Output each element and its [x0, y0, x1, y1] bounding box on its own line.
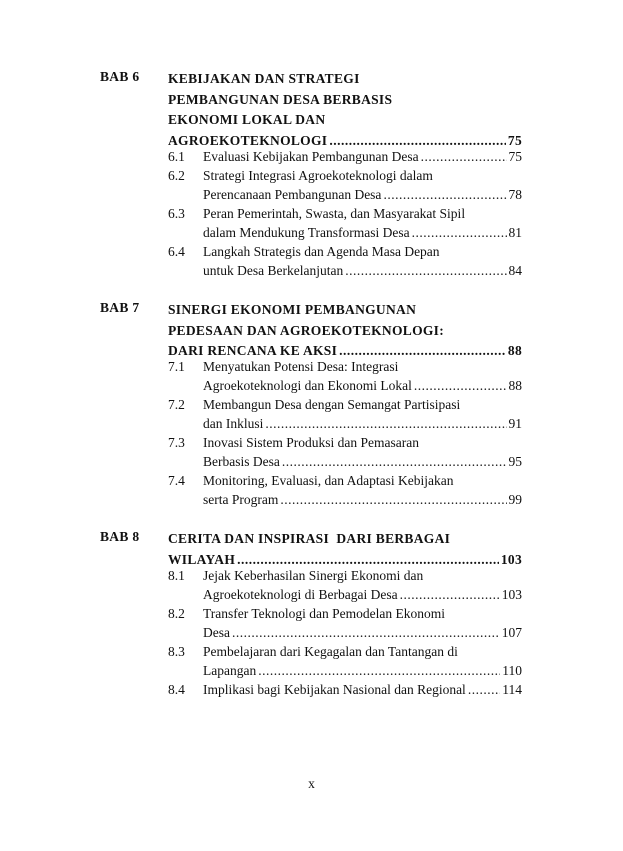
section-number: 6.1	[168, 149, 185, 164]
dot-leader	[400, 585, 500, 604]
section-title: Jejak Keberhasilan Sinergi Ekonomi dan	[203, 568, 424, 583]
section-list	[168, 147, 522, 280]
section-page-number: 103	[501, 587, 522, 602]
section-page-number: 99	[508, 492, 522, 507]
section-title: Lapangan	[203, 663, 257, 678]
toc-entry	[168, 357, 522, 395]
dot-leader	[412, 223, 507, 242]
chapter-title-line: PEMBANGUNAN DESA BERBASIS	[168, 91, 393, 107]
section-title: Transfer Teknologi dan Pemodelan Ekonomi	[203, 606, 446, 621]
section-number: 7.4	[168, 473, 185, 488]
chapter-7	[100, 300, 522, 510]
section-list	[168, 357, 522, 509]
toc-entry	[168, 147, 522, 166]
section-title: Monitoring, Evaluasi, dan Adaptasi Kebijakan	[203, 473, 454, 488]
section-title: dalam Mendukung Transformasi Desa	[203, 225, 410, 240]
section-page-number: 91	[508, 416, 522, 431]
chapter-label: BAB 7	[100, 300, 140, 315]
section-page-number: 75	[508, 149, 522, 164]
section-title: Membangun Desa dengan Semangat Partisipasi	[203, 397, 461, 412]
toc-entry	[168, 680, 522, 699]
dot-leader	[421, 147, 507, 166]
section-title: Implikasi bagi Kebijakan Nasional dan Regional	[203, 682, 466, 697]
chapter-page-number: 103	[500, 551, 522, 567]
toc-entry	[168, 166, 522, 204]
toc-entry	[168, 566, 522, 604]
section-number: 7.1	[168, 359, 185, 374]
chapter-6	[100, 69, 522, 279]
toc-entry	[168, 604, 522, 642]
section-number: 6.3	[168, 206, 185, 221]
section-title: Langkah Strategis dan Agenda Masa Depan	[203, 244, 440, 259]
chapter-label: BAB 8	[100, 529, 140, 544]
chapter-page-number: 75	[507, 132, 522, 148]
section-title: dan Inklusi	[203, 416, 264, 431]
section-title: Agroekoteknologi di Berbagai Desa	[203, 587, 398, 602]
section-title: Berbasis Desa	[203, 454, 280, 469]
dot-leader	[383, 185, 506, 204]
chapter-title	[168, 69, 522, 151]
section-title: Strategi Integrasi Agroekoteknologi dalam	[203, 168, 433, 183]
section-page-number: 88	[508, 378, 522, 393]
chapter-8	[100, 529, 522, 709]
section-page-number: 95	[508, 454, 522, 469]
dot-leader	[414, 376, 507, 395]
page-number: x	[308, 776, 315, 791]
section-title: serta Program	[203, 492, 279, 507]
section-number: 6.4	[168, 244, 185, 259]
dot-leader	[232, 623, 500, 642]
chapter-title-line: AGROEKOTEKNOLOGI	[168, 132, 328, 148]
toc-entry	[168, 433, 522, 471]
chapter-title	[168, 300, 522, 362]
section-title: untuk Desa Berkelanjutan	[203, 263, 344, 278]
section-page-number: 107	[501, 625, 522, 640]
section-number: 8.1	[168, 568, 185, 583]
toc-entry	[168, 471, 522, 509]
section-page-number: 84	[508, 263, 522, 278]
section-title: Peran Pemerintah, Swasta, dan Masyarakat Sipil	[203, 206, 466, 221]
section-page-number: 78	[508, 187, 522, 202]
section-number: 8.4	[168, 682, 185, 697]
section-title: Pembelajaran dari Kegagalan dan Tantangan di	[203, 644, 458, 659]
section-title: Inovasi Sistem Produksi dan Pemasaran	[203, 435, 419, 450]
section-number: 8.2	[168, 606, 185, 621]
chapter-title-line: SINERGI EKONOMI PEMBANGUNAN	[168, 302, 417, 317]
section-title: Desa	[203, 625, 230, 640]
chapter-title-line: EKONOMI LOKAL DAN	[168, 112, 326, 127]
section-title: Evaluasi Kebijakan Pembangunan Desa	[203, 149, 419, 164]
dot-leader	[345, 261, 506, 280]
section-list	[168, 566, 522, 699]
chapter-title-line: CERITA DAN INSPIRASI DARI BERBAGAI	[168, 531, 451, 546]
toc-entry	[168, 242, 522, 280]
dot-leader	[280, 490, 506, 509]
toc-entry	[168, 642, 522, 680]
chapter-page-number: 88	[507, 343, 522, 358]
dot-leader	[265, 414, 506, 433]
toc-entry	[168, 204, 522, 242]
chapter-title-line: DARI RENCANA KE AKSI	[168, 343, 338, 358]
section-page-number: 110	[502, 663, 522, 678]
section-number: 7.2	[168, 397, 185, 412]
chapter-title	[168, 529, 522, 570]
section-number: 6.2	[168, 168, 185, 183]
toc-entry	[168, 395, 522, 433]
section-title: Agroekoteknologi dan Ekonomi Lokal	[203, 378, 412, 393]
dot-leader	[282, 452, 507, 471]
section-page-number: 114	[502, 682, 522, 697]
chapter-title-line: WILAYAH	[168, 551, 236, 567]
section-page-number: 81	[508, 225, 522, 240]
section-number: 8.3	[168, 644, 185, 659]
section-number: 7.3	[168, 435, 185, 450]
chapter-title-line: KEBIJAKAN DAN STRATEGI	[168, 71, 360, 86]
section-title: Menyatukan Potensi Desa: Integrasi	[203, 359, 399, 374]
dot-leader	[258, 661, 500, 680]
section-title: Perencanaan Pembangunan Desa	[203, 187, 382, 202]
chapter-title-line: PEDESAAN DAN AGROEKOTEKNOLOGI:	[168, 322, 445, 338]
chapter-label: BAB 6	[100, 69, 140, 84]
dot-leader	[468, 680, 500, 699]
